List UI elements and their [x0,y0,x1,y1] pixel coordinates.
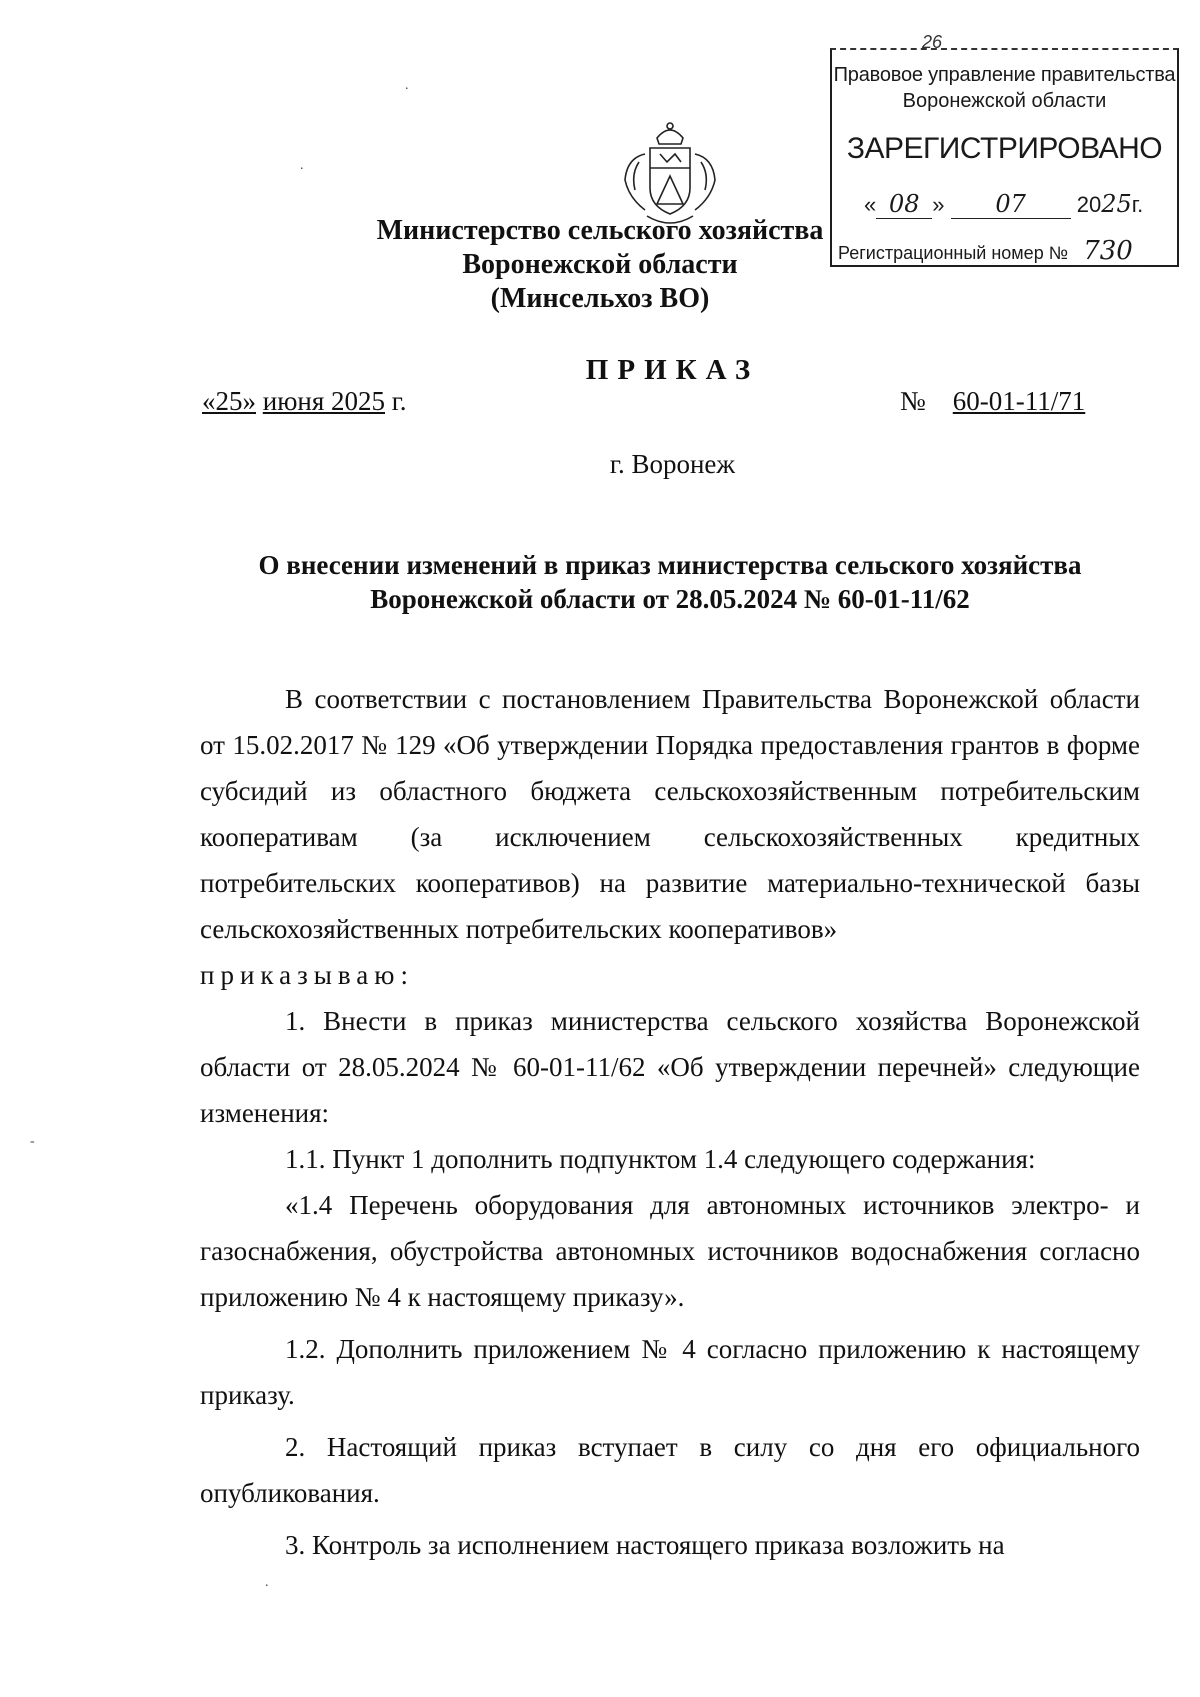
stamp-year-unit: г. [1131,192,1144,217]
org-name-line1: Министерство сельского хозяйства [376,215,824,246]
stamp-title: ЗАРЕГИСТРИРОВАНО [846,132,1163,165]
stamp-date: « 08 » 07 2025г. [864,190,1144,218]
stamp-reg-label: Регистрационный номер № [838,243,1069,263]
stamp-month: 07 [951,190,1071,219]
org-short-name: (Минсельхоз ВО) [490,283,710,314]
stamp-reg-number: 730 [1073,236,1143,267]
order-date: «25» июня 2025 г. [202,386,407,416]
sheet-number: 26 [922,32,943,52]
number-sign: № [900,386,926,416]
order-date-day: 25 [215,386,243,416]
order-word: приказываю: [200,960,414,990]
order-number [900,386,1085,417]
stamp-day: 08 [876,190,932,219]
preamble: В соответствии с постановлением Правительства Воронежской области от 15.02.2017 № 129 «Об утверждении Порядка предоставления грантов в форме субсидий из областного бюджета сельскохозяйственным потребительским кооперативам (за исключением сельскохозяйственных кредитных потребительских кооперативов) на развитие материально-технической базы сельскохозяйственных потребительских кооперативов» [200,684,1140,944]
scan-speck: - [30,1134,35,1149]
paragraph-2: 2. Настоящий приказ вступает в силу со дня его официального опубликования. [200,1432,1140,1508]
scan-speck: . [300,158,304,173]
order-number-value: 60-01-11/71 [952,386,1086,416]
org-name-line2: Воронежской области [462,249,738,280]
order-date-month-year: июня 2025 [262,386,385,416]
body-text [200,676,1140,1568]
city: г. Воронеж [609,449,736,479]
stamp-authority: Правовое управление правительства [833,64,1176,86]
paragraph-1: 1. Внести в приказ министерства сельского хозяйства Воронежской области от 28.05.2024 № 60-01-11/62 «Об утверждении перечней» следующие изменения: [200,1006,1140,1128]
document-subject [200,548,1140,616]
document-type: ПРИКАЗ [585,354,760,386]
scan-speck: . [405,78,409,93]
order-date-suffix: г. [391,386,407,416]
subject-line1: О внесении изменений в приказ министерства сельского хозяйства [258,550,1082,580]
paragraph-3: 3. Контроль за исполнением настоящего приказа возложить на [285,1530,1005,1560]
paragraph-1-1: 1.1. Пункт 1 дополнить подпунктом 1.4 следующего содержания: [285,1144,1036,1174]
stamp-region: Воронежской области [902,90,1107,112]
stamp-year-prefix: 20 [1076,192,1102,217]
subject-line2: Воронежской области от 28.05.2024 № 60-01-11/62 [370,584,970,614]
scan-speck: . [265,1575,269,1590]
stamp-year-suffix: 25 [1101,190,1132,218]
paragraph-1-1-quote: «1.4 Перечень оборудования для автономных источников электро- и газоснабжения, обустройства автономных источников водоснабжения согласно приложению № 4 к настоящему приказу». [200,1190,1140,1312]
paragraph-1-2: 1.2. Дополнить приложением № 4 согласно приложению к настоящему приказу. [200,1334,1140,1410]
